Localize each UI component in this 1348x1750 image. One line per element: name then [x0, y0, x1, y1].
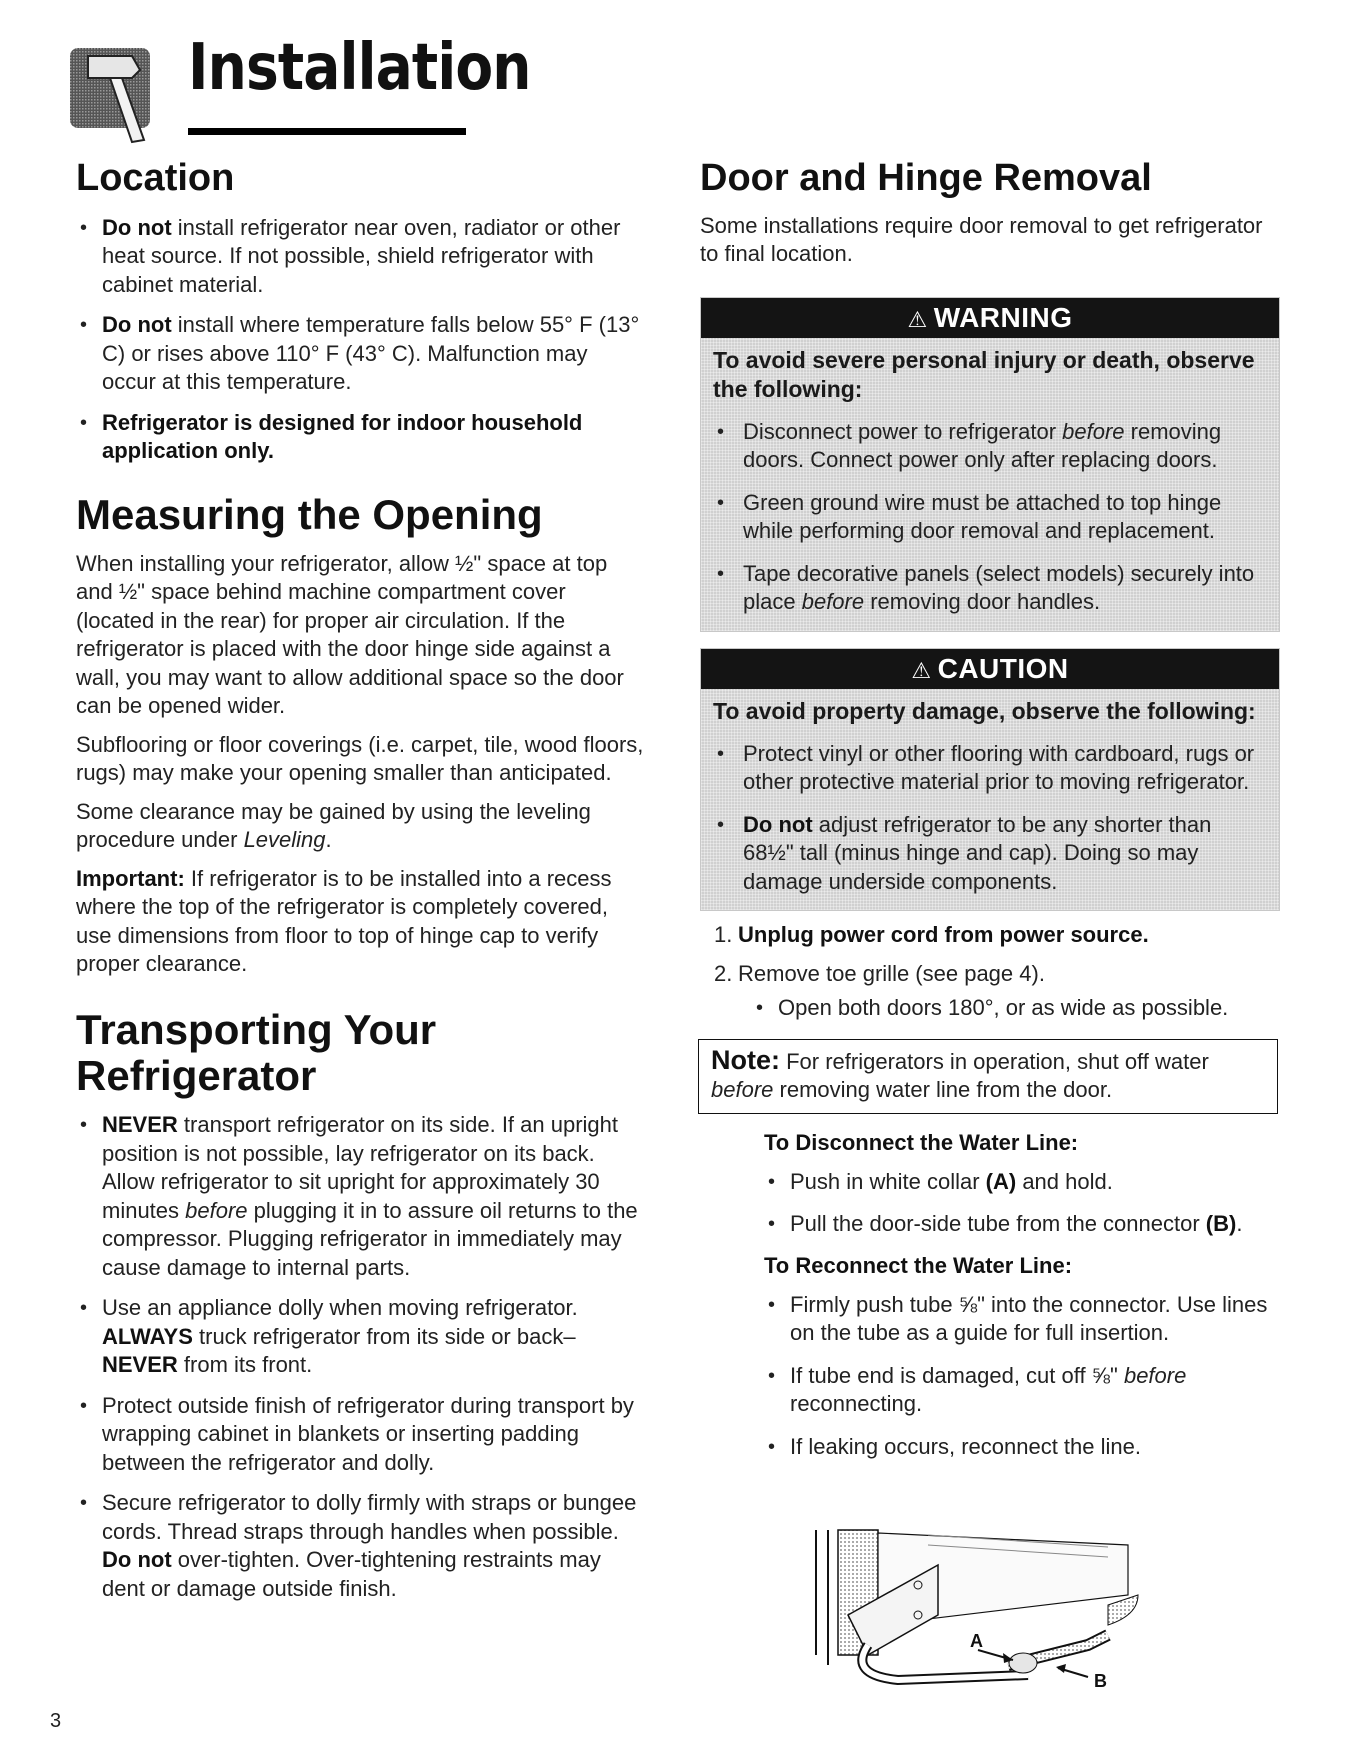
paragraph: When installing your refrigerator, allow ½" space at top and ½" space behind machine compartment cover (located in the rear) for proper air circulation. If the refrigerator is placed with the door hinge side against a wall, you may want to allow additional space so the door can be opened wider.: [76, 550, 624, 719]
left-column: [76, 158, 646, 1621]
list-item: • Secure refrigerator to dolly firmly with straps or bungee cords. Thread straps through handles when possible. Do not over-tighten. Over-tightening restraints may dent or damage outside finish.: [76, 1489, 646, 1603]
list-item: • Open both doors 180°, or as wide as possible.: [752, 994, 1280, 1023]
list-item: • Tape decorative panels (select models) securely into place before removing door handles.: [713, 560, 1267, 617]
warning-box: [700, 297, 1280, 632]
water-line-illustration: [808, 1505, 1148, 1690]
callout-a: A: [970, 1631, 983, 1651]
warning-lead: To avoid severe personal injury or death, observe the following:: [713, 346, 1255, 402]
right-column: [700, 158, 1280, 1475]
caution-banner: ⚠ CAUTION: [701, 649, 1279, 689]
list-item: • Do not adjust refrigerator to be any shorter than 68½" tall (minus hinge and cap). Doing so may damage underside components.: [713, 811, 1267, 897]
list-item: • Protect vinyl or other flooring with cardboard, rugs or other protective material prior to moving refrigerator.: [713, 740, 1267, 797]
list-item: • If leaking occurs, reconnect the line.: [764, 1433, 1284, 1462]
measuring-section: [76, 492, 646, 979]
list-item: • Use an appliance dolly when moving refrigerator. ALWAYS truck refrigerator from its side or back–NEVER from its front.: [76, 1294, 646, 1380]
warning-triangle-icon: ⚠: [911, 657, 932, 683]
reconnect-list: [764, 1291, 1284, 1462]
list-item: • Green ground wire must be attached to top hinge while performing door removal and replacement.: [713, 489, 1267, 546]
warning-banner: ⚠ WARNING: [701, 298, 1279, 338]
location-heading: Location: [76, 157, 235, 199]
callout-b: B: [1094, 1671, 1107, 1690]
disconnect-list: [764, 1168, 1284, 1239]
measuring-heading: Measuring the Opening: [76, 490, 543, 538]
list-item: • Pull the door-side tube from the connector (B).: [764, 1210, 1284, 1239]
transporting-heading: Transporting Your Refrigerator: [76, 1005, 437, 1100]
note-box: Note: For refrigerators in operation, shut off water before removing water line from the door.: [698, 1039, 1278, 1114]
hammer-icon: [70, 48, 166, 144]
list-item: • Protect outside finish of refrigerator during transport by wrapping cabinet in blankets or inserting padding between the refrigerator and dolly.: [76, 1392, 646, 1478]
paragraph: Subflooring or floor coverings (i.e. carpet, tile, wood floors, rugs) may make your opening smaller than anticipated.: [76, 731, 644, 786]
list-item: • Refrigerator is designed for indoor household application only.: [76, 409, 646, 466]
step-item: 2. Remove toe grille (see page 4). • Open both doors 180°, or as wide as possible.: [714, 960, 1280, 1023]
location-section: [76, 158, 646, 466]
steps-list: [714, 921, 1280, 1023]
reconnect-heading: To Reconnect the Water Line:: [764, 1252, 1073, 1278]
list-item: • Push in white collar (A) and hold.: [764, 1168, 1284, 1197]
step-item: 1. Unplug power cord from power source.: [714, 922, 1149, 948]
list-item: • Firmly push tube ⅝" into the connector. Use lines on the tube as a guide for full insertion.: [764, 1291, 1284, 1348]
list-item: • Do not install where temperature falls below 55° F (13° C) or rises above 110° F (43° C). Malfunction may occur at this temperature.: [76, 311, 646, 397]
paragraph: Important: If refrigerator is to be installed into a recess where the top of the refrigerator is completely covered, use dimensions from floor to top of hinge cap to verify proper clearance.: [76, 865, 612, 977]
list-item: • Disconnect power to refrigerator before removing doors. Connect power only after replacing doors.: [713, 418, 1267, 475]
page-number: 3: [50, 1710, 62, 1732]
list-item: • Do not install refrigerator near oven, radiator or other heat source. If not possible, shield refrigerator with cabinet material.: [76, 214, 646, 300]
transporting-list: [76, 1111, 646, 1603]
location-list: [76, 214, 646, 466]
transporting-section: [76, 1007, 646, 1603]
paragraph: Some installations require door removal to get refrigerator to final location.: [700, 212, 1263, 267]
warning-triangle-icon: ⚠: [907, 306, 928, 332]
caution-lead: To avoid property damage, observe the following:: [713, 697, 1256, 724]
paragraph: Some clearance may be gained by using the leveling procedure under Leveling.: [76, 798, 591, 853]
disconnect-heading: To Disconnect the Water Line:: [764, 1129, 1079, 1155]
page-title: Installation: [188, 31, 531, 105]
list-item: • NEVER transport refrigerator on its side. If an upright position is not possible, lay refrigerator on its back. Allow refrigerator to sit upright for approximately 30 minutes before plugging it in to assure oil returns to the compressor. Plugging refrigerator in immediately may cause damage to internal parts.: [76, 1111, 646, 1282]
title-underline: [188, 128, 466, 135]
caution-box: [700, 648, 1280, 912]
list-item: • If tube end is damaged, cut off ⅝" before reconnecting.: [764, 1362, 1284, 1419]
door-hinge-heading: Door and Hinge Removal: [700, 157, 1152, 199]
